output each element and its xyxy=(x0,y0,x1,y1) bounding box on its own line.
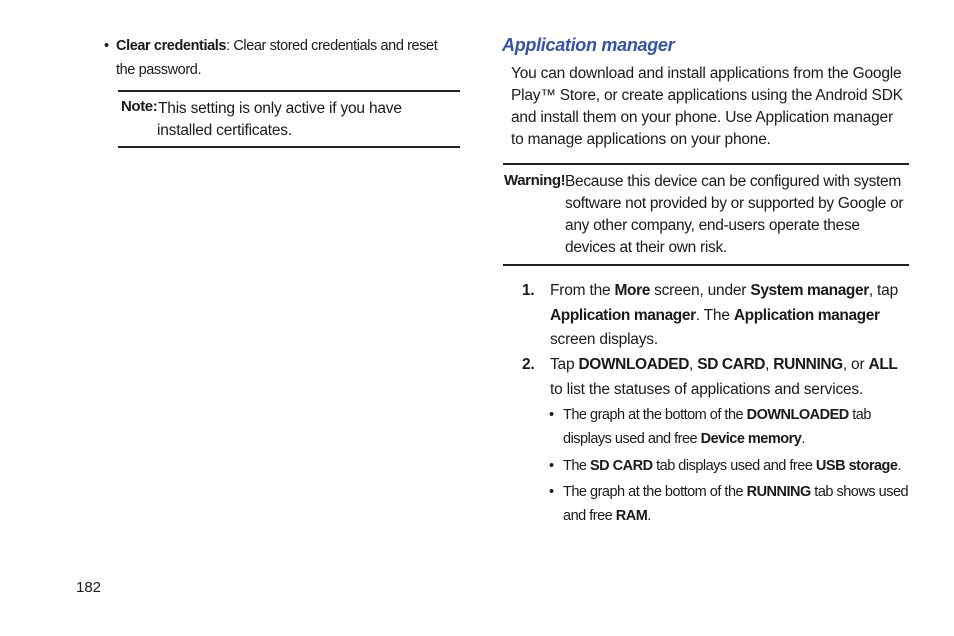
subbullet-downloaded xyxy=(549,403,911,451)
text: screen, under xyxy=(649,282,751,299)
text: . xyxy=(647,508,651,524)
ui-term: SD CARD xyxy=(590,458,653,474)
ui-term: DOWNLOADED xyxy=(578,356,690,373)
ui-term: ALL xyxy=(868,356,898,373)
ui-term: USB storage xyxy=(815,458,898,474)
step-2 xyxy=(522,353,912,402)
text: , xyxy=(689,356,698,373)
warning-box xyxy=(503,163,909,266)
step-1 xyxy=(522,279,912,353)
ui-term: DOWNLOADED xyxy=(746,407,849,423)
note-text xyxy=(157,98,457,142)
step-number: 1. xyxy=(522,282,535,299)
note-label: Note: xyxy=(121,98,158,115)
text: screen displays. xyxy=(550,331,658,348)
bullet-dot: • xyxy=(104,38,109,54)
subbullet-running xyxy=(549,480,911,528)
text: The xyxy=(563,458,591,474)
ui-term: Device memory xyxy=(700,431,802,447)
bullet-dot: • xyxy=(549,458,554,474)
ui-term: Application manager xyxy=(733,306,880,324)
text: The graph at the bottom of the xyxy=(563,484,747,500)
ui-term: RAM xyxy=(615,508,648,524)
text: . xyxy=(801,431,805,447)
text: tab displays used and free xyxy=(652,458,816,474)
text: , tap xyxy=(868,282,899,299)
bullet-text xyxy=(106,34,458,82)
intro-paragraph: You can download and install applications from the Google Play™ Store, or create applications using the Android SDK and install them on your phone. Use Application manager to manage applications on your phone. xyxy=(511,65,903,148)
subbullet-sd-card xyxy=(549,454,911,478)
clear-credentials-bullet xyxy=(106,34,458,82)
bullet-description: : Clear stored credentials and reset the password. xyxy=(116,38,438,78)
note-text-content: This setting is only active if you have installed certificates. xyxy=(157,100,402,139)
subbullet-text xyxy=(549,403,911,451)
text: From the xyxy=(550,282,615,299)
text: tab displays used and free xyxy=(563,407,871,447)
bullet-dot: • xyxy=(549,407,554,423)
text: to list the statuses of applications and services. xyxy=(550,380,864,398)
page-number: 182 xyxy=(76,579,102,596)
bullet-term: Clear credentials xyxy=(116,38,227,54)
step-number: 2. xyxy=(522,356,535,373)
bullet-dot: • xyxy=(549,484,554,500)
text: tab shows used and free xyxy=(563,484,909,524)
warning-text: Because this device can be configured with system software not provided by or supported by Google or any other company, end-users operate these devices at their own risk. xyxy=(565,173,904,256)
text: , or xyxy=(842,356,869,373)
text: , xyxy=(765,356,774,373)
ui-term: More xyxy=(614,282,650,299)
ui-term: SD CARD xyxy=(697,356,766,373)
ui-term: RUNNING xyxy=(746,484,811,500)
note-box xyxy=(118,90,460,148)
step-text xyxy=(522,279,912,353)
text: The graph at the bottom of the xyxy=(563,407,747,423)
step-text xyxy=(522,353,912,402)
ui-term: Application manager xyxy=(550,306,696,324)
ui-term: RUNNING xyxy=(773,356,843,373)
subbullet-text xyxy=(549,454,911,478)
text: . xyxy=(897,458,901,474)
warning-label: Warning! xyxy=(504,172,566,189)
text: Tap xyxy=(550,356,579,373)
ui-term: System manager xyxy=(750,282,869,299)
section-heading: Application manager xyxy=(502,35,675,55)
subbullet-text xyxy=(549,480,911,528)
text: . The xyxy=(695,306,734,324)
